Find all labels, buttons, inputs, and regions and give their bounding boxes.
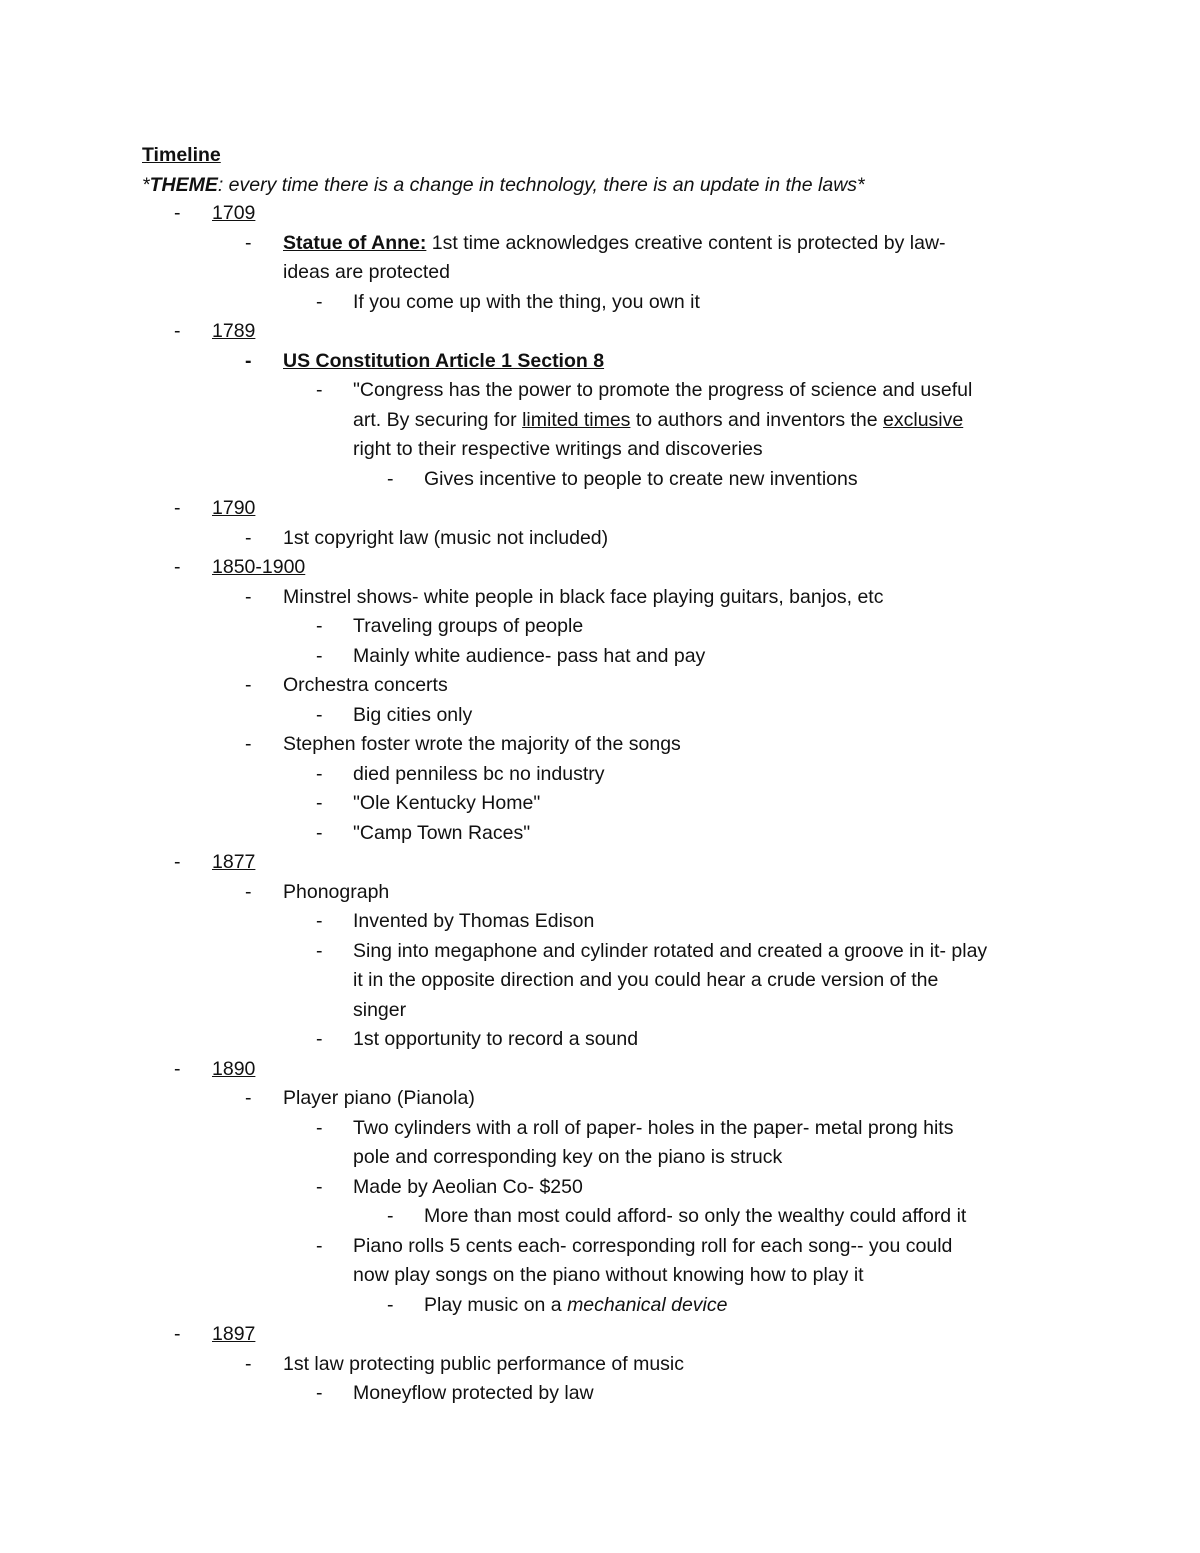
outline-item-statute-anne bbox=[283, 229, 946, 259]
outline-item-aeolian bbox=[353, 1173, 583, 1203]
bullet-dash: - bbox=[174, 851, 181, 873]
outline-text: 1890 bbox=[212, 1057, 256, 1080]
outline-text: More than most could afford- so only the wealthy could afford it bbox=[424, 1205, 967, 1227]
outline-text: "Camp Town Races" bbox=[353, 821, 531, 844]
outline-item-congress-quote-1 bbox=[353, 376, 972, 406]
outline-text: Invented by Thomas Edison bbox=[353, 910, 595, 932]
outline-text: it in the opposite direction and you could hear a crude version of the bbox=[353, 969, 939, 991]
outline-item-year-1877 bbox=[212, 848, 255, 878]
outline-item-traveling bbox=[353, 612, 583, 642]
bullet-dash: - bbox=[316, 703, 323, 726]
outline-text: limited times bbox=[522, 408, 631, 431]
bullet-dash: - bbox=[316, 644, 323, 667]
outline-item-statute-anne-cont bbox=[283, 258, 450, 288]
outline-text: 1709 bbox=[212, 202, 256, 224]
bullet-dash: - bbox=[174, 1323, 181, 1345]
outline-item-orchestra bbox=[283, 671, 448, 701]
outline-item-year-1897 bbox=[212, 1320, 255, 1350]
outline-text: singer bbox=[353, 998, 407, 1021]
outline-item-camp-town bbox=[353, 819, 530, 849]
theme-prefix: * bbox=[142, 174, 150, 196]
bullet-dash: - bbox=[316, 1175, 323, 1198]
outline-text: 1st copyright law (music not included) bbox=[283, 526, 609, 549]
bullet-dash: - bbox=[387, 467, 394, 490]
outline-text: Orchestra concerts bbox=[283, 674, 448, 696]
bullet-dash: - bbox=[387, 1205, 394, 1227]
outline-item-year-1850-1900 bbox=[212, 553, 305, 583]
outline-item-penniless bbox=[353, 760, 605, 790]
outline-text: to authors and inventors the bbox=[630, 408, 884, 431]
bullet-dash: - bbox=[245, 1352, 252, 1375]
outline-text: 1850-1900 bbox=[212, 556, 306, 578]
bullet-dash: - bbox=[316, 792, 323, 814]
outline-text: exclusive bbox=[883, 408, 964, 431]
outline-text: 1st law protecting public performance of music bbox=[283, 1352, 685, 1375]
outline-item-megaphone-1 bbox=[353, 937, 987, 967]
outline-text: pole and corresponding key on the piano is struck bbox=[353, 1146, 783, 1168]
outline-text: Two cylinders with a roll of paper- holes in the paper- metal prong hits bbox=[353, 1116, 954, 1139]
outline-item-big-cities bbox=[353, 701, 472, 731]
outline-text: Mainly white audience- pass hat and pay bbox=[353, 644, 706, 667]
bullet-dash: - bbox=[316, 615, 323, 637]
outline-text: now play songs on the piano without knowing how to play it bbox=[353, 1264, 864, 1286]
outline-item-mechanical bbox=[424, 1291, 727, 1321]
outline-text: right to their respective writings and discoveries bbox=[353, 438, 763, 460]
outline-item-piano-rolls-2 bbox=[353, 1261, 864, 1291]
outline-text: 1897 bbox=[212, 1323, 256, 1345]
outline-item-moneyflow bbox=[353, 1379, 594, 1409]
outline-item-megaphone-2 bbox=[353, 966, 938, 996]
outline-text: art. By securing for bbox=[353, 408, 523, 431]
outline-text: Statue of Anne: bbox=[283, 231, 427, 254]
page-title: Timeline bbox=[142, 144, 221, 166]
outline-text: 1st time acknowledges creative content is protected by law- bbox=[426, 231, 946, 254]
outline-item-player-piano bbox=[283, 1084, 475, 1114]
outline-text: "Congress has the power to promote the progress of science and useful bbox=[353, 379, 973, 401]
bullet-dash: - bbox=[174, 556, 181, 578]
bullet-dash: - bbox=[174, 1057, 181, 1080]
outline-text: 1877 bbox=[212, 851, 256, 873]
bullet-dash: - bbox=[245, 674, 252, 696]
outline-item-stephen-foster bbox=[283, 730, 681, 760]
bullet-dash: - bbox=[316, 1028, 323, 1050]
bullet-dash: - bbox=[316, 1234, 323, 1257]
bullet-dash: - bbox=[245, 880, 252, 903]
outline-item-megaphone-3 bbox=[353, 996, 406, 1026]
bullet-dash: - bbox=[245, 733, 252, 755]
outline-text: "Ole Kentucky Home" bbox=[353, 792, 541, 814]
outline-item-white-audience bbox=[353, 642, 705, 672]
outline-text: Traveling groups of people bbox=[353, 615, 584, 637]
outline-item-year-1789 bbox=[212, 317, 255, 347]
bullet-dash: - bbox=[316, 762, 323, 785]
outline-item-first-copyright bbox=[283, 524, 608, 554]
bullet-dash: - bbox=[174, 497, 181, 519]
outline-text: Made by Aeolian Co- $250 bbox=[353, 1175, 583, 1198]
outline-item-record-sound bbox=[353, 1025, 638, 1055]
bullet-dash: - bbox=[245, 526, 252, 549]
bullet-dash: - bbox=[387, 1293, 394, 1316]
outline-text: Player piano (Pianola) bbox=[283, 1087, 475, 1109]
outline-text: Sing into megaphone and cylinder rotated and created a groove in it- play bbox=[353, 939, 988, 962]
outline-item-phonograph bbox=[283, 878, 389, 908]
outline-text: Play music on a bbox=[424, 1293, 568, 1316]
outline-text: Big cities only bbox=[353, 703, 473, 726]
outline-text: US Constitution Article 1 Section 8 bbox=[283, 349, 605, 372]
outline-item-congress-quote-2 bbox=[353, 406, 963, 436]
theme-label: THEME bbox=[149, 174, 218, 196]
outline-text: Phonograph bbox=[283, 880, 390, 903]
bullet-dash: - bbox=[174, 202, 181, 224]
outline-item-us-constitution bbox=[283, 347, 604, 377]
bullet-dash: - bbox=[316, 821, 323, 844]
bullet-dash: - bbox=[316, 290, 323, 313]
bullet-dash: - bbox=[316, 1116, 323, 1139]
outline-item-cylinders-2 bbox=[353, 1143, 782, 1173]
bullet-dash: - bbox=[245, 585, 252, 608]
outline-item-year-1709 bbox=[212, 199, 255, 229]
outline-text: ideas are protected bbox=[283, 261, 450, 283]
outline-item-year-1790 bbox=[212, 494, 255, 524]
outline-text: Moneyflow protected by law bbox=[353, 1382, 594, 1404]
theme-text: : every time there is a change in technology, there is an update in the laws* bbox=[217, 174, 865, 196]
outline-item-year-1890 bbox=[212, 1055, 255, 1085]
outline-item-own-it bbox=[353, 288, 700, 318]
outline-item-edison bbox=[353, 907, 594, 937]
outline-text: mechanical device bbox=[567, 1293, 728, 1316]
outline-text: Stephen foster wrote the majority of the songs bbox=[283, 733, 681, 755]
bullet-dash: - bbox=[316, 910, 323, 932]
bullet-dash: - bbox=[316, 379, 323, 401]
outline-item-public-performance bbox=[283, 1350, 684, 1380]
outline-text: died penniless bc no industry bbox=[353, 762, 605, 785]
bullet-dash: - bbox=[245, 231, 252, 254]
bullet-dash: - bbox=[316, 1382, 323, 1404]
outline-item-incentive bbox=[424, 465, 858, 495]
outline-text: 1789 bbox=[212, 320, 256, 342]
bullet-dash: - bbox=[245, 1087, 252, 1109]
bullet-dash: - bbox=[316, 939, 323, 962]
outline-item-minstrel bbox=[283, 583, 883, 613]
outline-text: If you come up with the thing, you own it bbox=[353, 290, 700, 313]
outline-item-wealthy bbox=[424, 1202, 966, 1232]
outline-text: Gives incentive to people to create new inventions bbox=[424, 467, 858, 490]
outline-text: Piano rolls 5 cents each- corresponding roll for each song-- you could bbox=[353, 1234, 953, 1257]
outline-text: Minstrel shows- white people in black face playing guitars, banjos, etc bbox=[283, 585, 884, 608]
bullet-dash: - bbox=[245, 349, 252, 372]
outline-item-cylinders-1 bbox=[353, 1114, 953, 1144]
outline-item-kentucky bbox=[353, 789, 540, 819]
outline-item-congress-quote-3 bbox=[353, 435, 763, 465]
outline-text: 1st opportunity to record a sound bbox=[353, 1028, 639, 1050]
bullet-dash: - bbox=[174, 320, 181, 342]
outline-item-piano-rolls-1 bbox=[353, 1232, 952, 1262]
outline-text: 1790 bbox=[212, 497, 256, 519]
